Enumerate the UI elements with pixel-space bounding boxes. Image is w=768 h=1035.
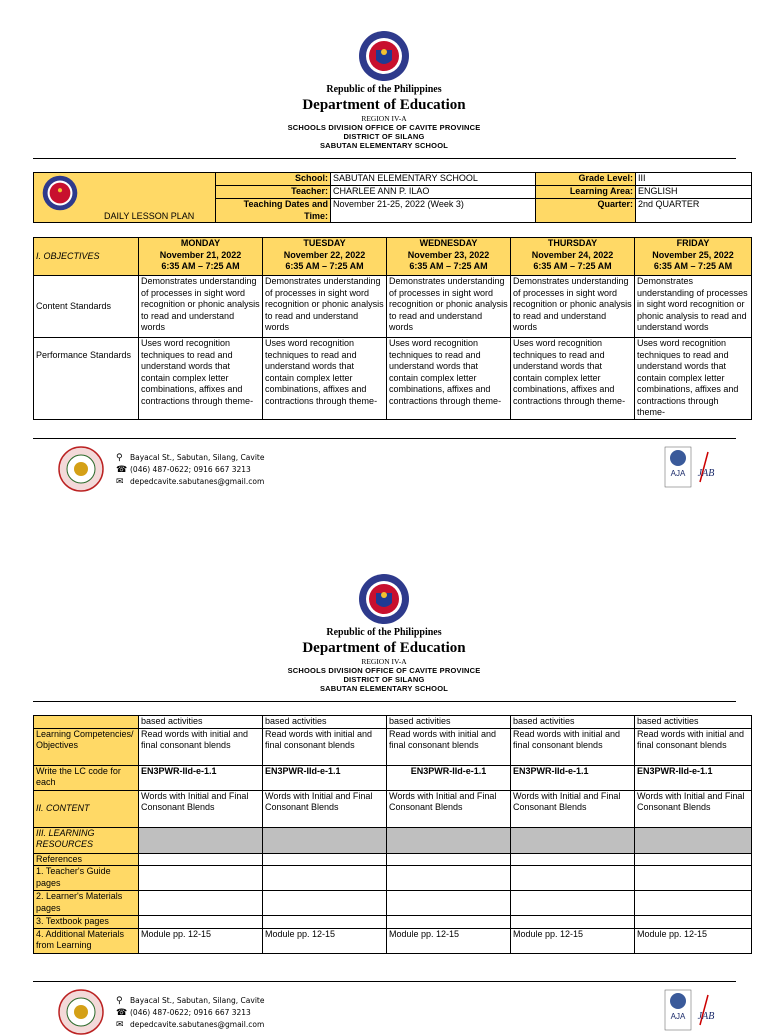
cert-aja: AJA <box>670 1012 686 1021</box>
additional-materials-cell: Module pp. 12-15 <box>263 928 387 953</box>
performance-standards-label: Performance Standards <box>34 338 139 420</box>
learners-materials-cell <box>139 891 263 916</box>
competencies-cell: Read words with initial and final consonant blends <box>387 728 511 765</box>
region-text: REGION IV-A <box>361 657 407 666</box>
certification-logo-icon <box>664 446 720 492</box>
footer-email: ✉ depedcavite.sabutanes@gmail.com <box>116 477 265 487</box>
republic-text: Republic of the Philippines <box>326 627 442 638</box>
school-logo-icon <box>58 446 104 492</box>
footer-phone: ☎ (046) 487-0622; 0916 667 3213 <box>116 465 251 475</box>
textbook-cell <box>511 916 635 929</box>
competencies-cell: Read words with initial and final consonant blends <box>139 728 263 765</box>
dlp-title-cell <box>34 173 216 223</box>
performance-cont-cell: based activities <box>387 716 511 729</box>
footer-rule <box>33 981 736 982</box>
footer <box>0 442 768 502</box>
school-text: SABUTAN ELEMENTARY SCHOOL <box>319 684 449 693</box>
references-cell <box>511 853 635 866</box>
lc-code-cell: EN3PWR-IId-e-1.1 <box>511 765 635 790</box>
performance-standards-cell: Uses word recognition techniques to read and understand words that contain complex letter combinations, affixes and contractions through theme- <box>511 338 635 420</box>
info-table <box>33 172 752 223</box>
textbook-cell <box>263 916 387 929</box>
dates-value: November 21-25, 2022 (Week 3) <box>331 199 536 223</box>
teachers-guide-cell <box>387 866 511 891</box>
school-label: School: <box>216 173 331 186</box>
continuation-label <box>34 716 139 729</box>
quarter-value: 2nd QUARTER <box>636 199 752 223</box>
performance-standards-cell: Uses word recognition techniques to read and understand words that contain complex letter combinations, affixes and contractions through theme- <box>139 338 263 420</box>
lc-code-cell: EN3PWR-IId-e-1.1 <box>387 765 511 790</box>
additional-materials-cell: Module pp. 12-15 <box>387 928 511 953</box>
district-text: DISTRICT OF SILANG <box>343 132 425 141</box>
location-icon: ⚲ <box>116 453 123 463</box>
header-rule <box>33 701 736 702</box>
deped-seal-icon <box>358 573 410 625</box>
letterhead <box>0 84 768 150</box>
page-1 <box>0 0 768 500</box>
teachers-guide-cell <box>635 866 752 891</box>
department-text: Department of Education <box>302 97 466 113</box>
performance-standards-cell: Uses word recognition techniques to read and understand words that contain complex letter combinations, affixes and contractions through theme- <box>635 338 752 420</box>
content-cell: Words with Initial and Final Consonant Blends <box>635 790 752 827</box>
dlp-title: DAILY LESSON PLAN <box>104 210 195 221</box>
dates-label: Teaching Dates and Time: <box>216 199 331 223</box>
day-header: MONDAY November 21, 2022 6:35 AM – 7:25 AM <box>139 238 263 276</box>
school-logo-icon <box>58 989 104 1035</box>
mail-icon: ✉ <box>116 477 124 487</box>
region-text: REGION IV-A <box>361 114 407 123</box>
objectives-label: I. OBJECTIVES <box>34 238 139 276</box>
content-cell: Words with Initial and Final Consonant Blends <box>511 790 635 827</box>
performance-cont-cell: based activities <box>139 716 263 729</box>
resources-cell <box>263 827 387 853</box>
competencies-cell: Read words with initial and final consonant blends <box>635 728 752 765</box>
textbook-cell <box>635 916 752 929</box>
footer-email: ✉ depedcavite.sabutanes@gmail.com <box>116 1020 265 1030</box>
footer-rule <box>33 438 736 439</box>
republic-text: Republic of the Philippines <box>326 84 442 95</box>
references-cell <box>263 853 387 866</box>
page-2 <box>0 545 768 1030</box>
competencies-cell: Read words with initial and final consonant blends <box>263 728 387 765</box>
day-header: WEDNESDAY November 23, 2022 6:35 AM – 7:25 AM <box>387 238 511 276</box>
deped-seal-icon <box>358 30 410 82</box>
lc-code-cell: EN3PWR-IId-e-1.1 <box>635 765 752 790</box>
content-cell: Words with Initial and Final Consonant Blends <box>387 790 511 827</box>
resources-label: III. LEARNING RESOURCES <box>34 827 139 853</box>
resources-cell <box>387 827 511 853</box>
content-cell: Words with Initial and Final Consonant Blends <box>263 790 387 827</box>
learners-materials-cell <box>387 891 511 916</box>
resources-cell <box>635 827 752 853</box>
content-cell: Words with Initial and Final Consonant Blends <box>139 790 263 827</box>
cert-jab: JAB <box>697 468 715 479</box>
teachers-guide-cell <box>139 866 263 891</box>
textbook-cell <box>139 916 263 929</box>
content-label: II. CONTENT <box>34 790 139 827</box>
lc-code-cell: EN3PWR-IId-e-1.1 <box>263 765 387 790</box>
additional-materials-cell: Module pp. 12-15 <box>511 928 635 953</box>
header-rule <box>33 158 736 159</box>
lc-code-cell: EN3PWR-IId-e-1.1 <box>139 765 263 790</box>
references-label: References <box>34 853 139 866</box>
area-value: ENGLISH <box>636 186 752 199</box>
content-standards-cell: Demonstrates understanding of processes in sight word recognition or phonic analysis to read and understand words <box>263 276 387 338</box>
location-icon: ⚲ <box>116 996 123 1006</box>
cert-aja: AJA <box>670 469 686 478</box>
department-text: Department of Education <box>302 640 466 656</box>
content-standards-cell: Demonstrates understanding of processes in sight word recognition or phonic analysis to read and understand words <box>387 276 511 338</box>
competencies-label: Learning Competencies/ Objectives <box>34 728 139 765</box>
content-standards-cell: Demonstrates understanding of processes in sight word recognition or phonic analysis to read and understand words <box>139 276 263 338</box>
division-text: SCHOOLS DIVISION OFFICE OF CAVITE PROVINCE <box>287 123 481 132</box>
teacher-value: CHARLEE ANN P. ILAO <box>331 186 536 199</box>
phone-icon: ☎ <box>116 465 128 475</box>
learners-materials-cell <box>263 891 387 916</box>
teachers-guide-cell <box>511 866 635 891</box>
footer-address: ⚲ Bayacal St., Sabutan, Silang, Cavite <box>116 453 265 463</box>
resources-cell <box>511 827 635 853</box>
textbook-cell <box>387 916 511 929</box>
footer-phone: ☎ (046) 487-0622; 0916 667 3213 <box>116 1008 251 1018</box>
content-standards-cell: Demonstrates understanding of processes in sight word recognition or phonic analysis to read and understand words <box>511 276 635 338</box>
teachers-guide-cell <box>263 866 387 891</box>
performance-cont-cell: based activities <box>263 716 387 729</box>
footer <box>0 985 768 1030</box>
performance-standards-cell: Uses word recognition techniques to read and understand words that contain complex letter combinations, affixes and contractions through theme- <box>387 338 511 420</box>
teacher-label: Teacher: <box>216 186 331 199</box>
content-standards-label: Content Standards <box>34 276 139 338</box>
performance-cont-cell: based activities <box>511 716 635 729</box>
objectives-table <box>33 237 752 420</box>
school-text: SABUTAN ELEMENTARY SCHOOL <box>319 141 449 150</box>
school-value: SABUTAN ELEMENTARY SCHOOL <box>331 173 536 186</box>
lc-code-label: Write the LC code for each <box>34 765 139 790</box>
performance-cont-cell: based activities <box>635 716 752 729</box>
quarter-label: Quarter: <box>536 199 636 223</box>
additional-materials-cell: Module pp. 12-15 <box>635 928 752 953</box>
deped-seal-icon <box>42 175 78 211</box>
day-header: FRIDAY November 25, 2022 6:35 AM – 7:25 AM <box>635 238 752 276</box>
grade-label: Grade Level: <box>536 173 636 186</box>
footer-address: ⚲ Bayacal St., Sabutan, Silang, Cavite <box>116 996 265 1006</box>
performance-standards-cell: Uses word recognition techniques to read and understand words that contain complex letter combinations, affixes and contractions through theme- <box>263 338 387 420</box>
day-header: TUESDAY November 22, 2022 6:35 AM – 7:25 AM <box>263 238 387 276</box>
phone-icon: ☎ <box>116 1008 128 1018</box>
teachers-guide-label: 1. Teacher's Guide pages <box>34 866 139 891</box>
textbook-label: 3. Textbook pages <box>34 916 139 929</box>
grade-value: III <box>636 173 752 186</box>
references-cell <box>139 853 263 866</box>
learners-materials-cell <box>635 891 752 916</box>
cert-jab: JAB <box>697 1011 715 1022</box>
references-cell <box>387 853 511 866</box>
certification-logo-icon <box>664 989 720 1035</box>
district-text: DISTRICT OF SILANG <box>343 675 425 684</box>
content-standards-cell: Demonstrates understanding of processes in sight word recognition or phonic analysis to read and understand words <box>635 276 752 338</box>
additional-materials-cell: Module pp. 12-15 <box>139 928 263 953</box>
mail-icon: ✉ <box>116 1020 124 1030</box>
lesson-table <box>33 715 752 954</box>
day-header: THURSDAY November 24, 2022 6:35 AM – 7:25 AM <box>511 238 635 276</box>
area-label: Learning Area: <box>536 186 636 199</box>
division-text: SCHOOLS DIVISION OFFICE OF CAVITE PROVINCE <box>287 666 481 675</box>
additional-materials-label: 4. Additional Materials from Learning <box>34 928 139 953</box>
competencies-cell: Read words with initial and final consonant blends <box>511 728 635 765</box>
learners-materials-label: 2. Learner's Materials pages <box>34 891 139 916</box>
learners-materials-cell <box>511 891 635 916</box>
resources-cell <box>139 827 263 853</box>
references-cell <box>635 853 752 866</box>
letterhead <box>0 627 768 693</box>
